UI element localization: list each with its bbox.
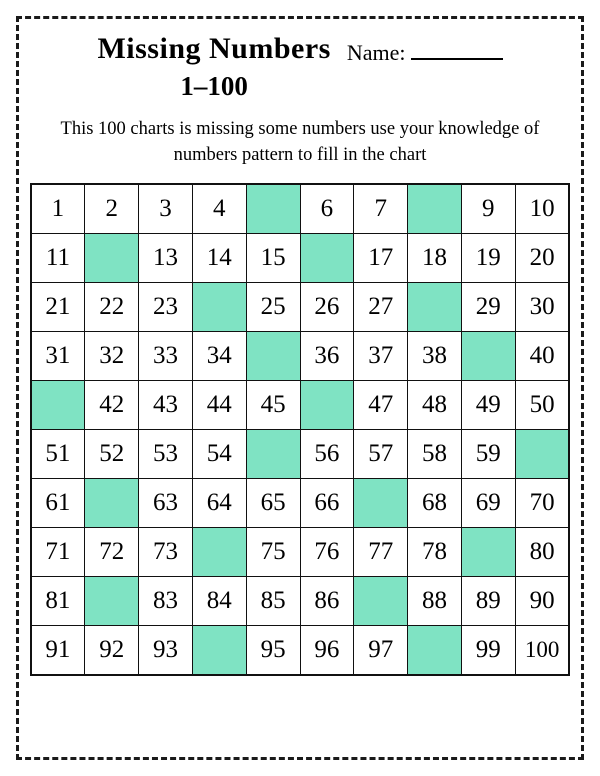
chart-cell-number: 30 — [515, 283, 569, 332]
chart-cell-blank[interactable] — [246, 430, 300, 479]
chart-cell-number: 73 — [139, 528, 193, 577]
chart-cell-number: 36 — [300, 332, 354, 381]
chart-cell-number: 40 — [515, 332, 569, 381]
chart-cell-number: 4 — [192, 184, 246, 234]
chart-cell-blank[interactable] — [408, 283, 462, 332]
chart-cell-number: 26 — [300, 283, 354, 332]
chart-cell-number: 71 — [31, 528, 85, 577]
chart-cell-number: 49 — [461, 381, 515, 430]
chart-cell-number: 48 — [408, 381, 462, 430]
chart-cell-blank[interactable] — [31, 381, 85, 430]
table-row — [31, 234, 570, 283]
chart-cell-number: 70 — [515, 479, 569, 528]
chart-cell-blank[interactable] — [192, 283, 246, 332]
chart-cell-blank[interactable] — [461, 332, 515, 381]
chart-cell-number: 78 — [408, 528, 462, 577]
chart-cell-number: 10 — [515, 184, 569, 234]
page-title: Missing Numbers — [97, 32, 331, 65]
chart-cell-blank[interactable] — [192, 528, 246, 577]
chart-cell-number: 44 — [192, 381, 246, 430]
table-row — [31, 430, 570, 479]
chart-cell-number: 31 — [31, 332, 85, 381]
chart-cell-blank[interactable] — [300, 234, 354, 283]
chart-cell-number: 34 — [192, 332, 246, 381]
chart-cell-number: 29 — [461, 283, 515, 332]
chart-cell-number: 95 — [246, 626, 300, 676]
chart-cell-number: 7 — [354, 184, 408, 234]
chart-cell-number: 25 — [246, 283, 300, 332]
chart-cell-number: 21 — [31, 283, 85, 332]
chart-cell-number: 22 — [85, 283, 139, 332]
chart-cell-number: 100 — [515, 626, 569, 676]
name-input-line[interactable] — [411, 41, 503, 60]
chart-cell-number: 86 — [300, 577, 354, 626]
chart-cell-number: 15 — [246, 234, 300, 283]
chart-cell-blank[interactable] — [515, 430, 569, 479]
chart-cell-number: 14 — [192, 234, 246, 283]
chart-cell-number: 61 — [31, 479, 85, 528]
chart-cell-number: 85 — [246, 577, 300, 626]
chart-cell-number: 6 — [300, 184, 354, 234]
chart-cell-number: 97 — [354, 626, 408, 676]
chart-cell-blank[interactable] — [85, 577, 139, 626]
chart-cell-blank[interactable] — [354, 479, 408, 528]
chart-cell-number: 33 — [139, 332, 193, 381]
worksheet-content — [14, 14, 586, 676]
chart-cell-number: 99 — [461, 626, 515, 676]
chart-cell-number: 80 — [515, 528, 569, 577]
chart-cell-number: 83 — [139, 577, 193, 626]
chart-cell-blank[interactable] — [408, 184, 462, 234]
name-label: Name: — [346, 40, 406, 65]
chart-cell-number: 72 — [85, 528, 139, 577]
chart-cell-number: 84 — [192, 577, 246, 626]
chart-cell-number: 88 — [408, 577, 462, 626]
instructions-text: This 100 charts is missing some numbers use your knowledge of numbers pattern to fill in the chart — [60, 118, 540, 166]
name-field-group — [347, 40, 503, 66]
chart-cell-blank[interactable] — [246, 184, 300, 234]
chart-cell-blank[interactable] — [354, 577, 408, 626]
chart-cell-number: 47 — [354, 381, 408, 430]
chart-cell-number: 92 — [85, 626, 139, 676]
chart-cell-number: 65 — [246, 479, 300, 528]
table-row — [31, 528, 570, 577]
chart-cell-number: 45 — [246, 381, 300, 430]
chart-cell-number: 19 — [461, 234, 515, 283]
chart-cell-number: 2 — [85, 184, 139, 234]
table-row — [31, 577, 570, 626]
chart-cell-number: 43 — [139, 381, 193, 430]
chart-cell-blank[interactable] — [461, 528, 515, 577]
chart-cell-number: 64 — [192, 479, 246, 528]
chart-cell-number: 18 — [408, 234, 462, 283]
chart-cell-number: 56 — [300, 430, 354, 479]
chart-cell-number: 93 — [139, 626, 193, 676]
chart-cell-number: 91 — [31, 626, 85, 676]
chart-cell-number: 81 — [31, 577, 85, 626]
chart-cell-number: 53 — [139, 430, 193, 479]
table-row — [31, 332, 570, 381]
chart-cell-blank[interactable] — [300, 381, 354, 430]
chart-cell-blank[interactable] — [246, 332, 300, 381]
chart-cell-number: 96 — [300, 626, 354, 676]
header — [42, 32, 558, 104]
chart-cell-number: 17 — [354, 234, 408, 283]
chart-cell-number: 11 — [31, 234, 85, 283]
chart-cell-number: 63 — [139, 479, 193, 528]
chart-cell-number: 23 — [139, 283, 193, 332]
table-row — [31, 184, 570, 234]
chart-cell-number: 50 — [515, 381, 569, 430]
chart-cell-number: 1 — [31, 184, 85, 234]
table-row — [31, 283, 570, 332]
hundred-chart-wrapper — [42, 183, 558, 676]
chart-cell-number: 77 — [354, 528, 408, 577]
chart-cell-number: 42 — [85, 381, 139, 430]
chart-cell-number: 20 — [515, 234, 569, 283]
chart-cell-number: 52 — [85, 430, 139, 479]
chart-cell-blank[interactable] — [85, 479, 139, 528]
chart-cell-number: 3 — [139, 184, 193, 234]
chart-cell-number: 89 — [461, 577, 515, 626]
chart-cell-number: 68 — [408, 479, 462, 528]
chart-cell-number: 90 — [515, 577, 569, 626]
chart-cell-number: 54 — [192, 430, 246, 479]
chart-cell-number: 59 — [461, 430, 515, 479]
chart-cell-number: 37 — [354, 332, 408, 381]
page-subtitle: 1–100 — [180, 70, 248, 101]
table-row — [31, 479, 570, 528]
chart-cell-blank[interactable] — [192, 626, 246, 676]
hundred-chart — [30, 183, 571, 676]
chart-cell-number: 51 — [31, 430, 85, 479]
chart-cell-number: 75 — [246, 528, 300, 577]
chart-cell-number: 66 — [300, 479, 354, 528]
table-row — [31, 626, 570, 676]
chart-cell-blank[interactable] — [408, 626, 462, 676]
chart-cell-number: 69 — [461, 479, 515, 528]
chart-cell-blank[interactable] — [85, 234, 139, 283]
chart-cell-number: 27 — [354, 283, 408, 332]
table-row — [31, 381, 570, 430]
chart-cell-number: 13 — [139, 234, 193, 283]
chart-cell-number: 76 — [300, 528, 354, 577]
title-block — [97, 32, 330, 104]
chart-cell-number: 58 — [408, 430, 462, 479]
chart-cell-number: 32 — [85, 332, 139, 381]
chart-cell-number: 9 — [461, 184, 515, 234]
chart-cell-number: 38 — [408, 332, 462, 381]
chart-cell-number: 57 — [354, 430, 408, 479]
